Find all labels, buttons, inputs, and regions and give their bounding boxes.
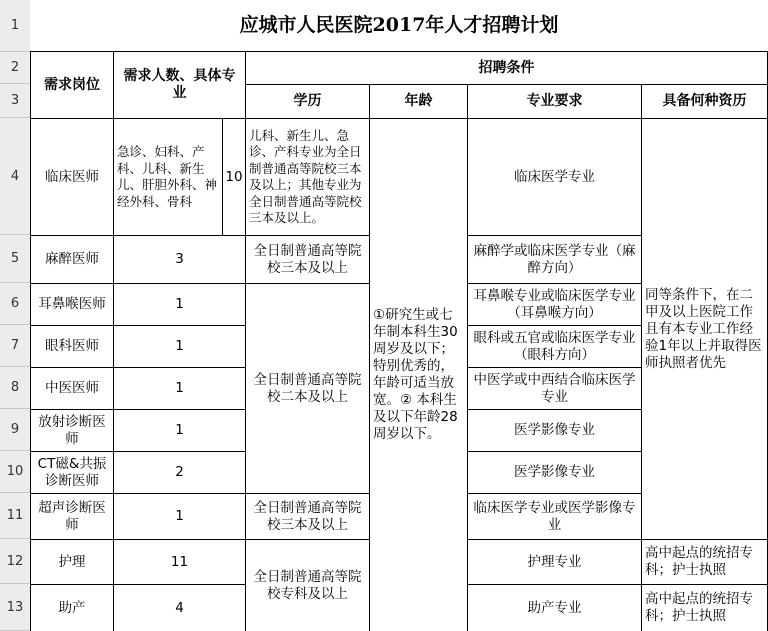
- count-cell[interactable]: 2: [113, 451, 246, 494]
- row-number[interactable]: 3: [0, 84, 30, 118]
- position-cell[interactable]: 中医医师: [30, 367, 114, 410]
- major-cell[interactable]: 医学影像专业: [467, 451, 642, 494]
- row-number[interactable]: 13: [0, 584, 30, 631]
- count-cell[interactable]: 1: [113, 367, 246, 410]
- position-cell[interactable]: 临床医师: [30, 118, 114, 236]
- major-cell[interactable]: 助产专业: [467, 584, 642, 631]
- header-position[interactable]: 需求岗位: [30, 51, 114, 119]
- count-cell[interactable]: 10: [222, 118, 246, 236]
- count-cell[interactable]: 3: [113, 235, 246, 284]
- position-cell[interactable]: 耳鼻喉医师: [30, 283, 114, 326]
- header-age[interactable]: 年龄: [369, 84, 468, 119]
- header-major[interactable]: 专业要求: [467, 84, 642, 119]
- education-cell[interactable]: 全日制普通高等院校专科及以上: [245, 539, 370, 631]
- education-cell[interactable]: 全日制普通高等院校三本及以上: [245, 235, 370, 284]
- position-cell[interactable]: 放射诊断医师: [30, 409, 114, 452]
- count-cell[interactable]: 11: [113, 539, 246, 585]
- education-cell[interactable]: 儿科、新生儿、急诊、产科专业为全日制普通高等院校三本及以上；其他专业为全日制普通高等院校三本及以上。: [245, 118, 370, 236]
- row-number[interactable]: 2: [0, 52, 30, 84]
- position-cell[interactable]: 助产: [30, 584, 114, 631]
- count-cell[interactable]: 1: [113, 283, 246, 326]
- count-cell[interactable]: 1: [113, 409, 246, 452]
- major-cell[interactable]: 眼科或五官或临床医学专业（眼科方向）: [467, 325, 642, 368]
- row-number[interactable]: 7: [0, 325, 30, 367]
- specialty-cell[interactable]: 急诊、妇科、产科、儿科、新生儿、肝胆外科、神经外科、骨科: [113, 118, 223, 236]
- major-cell[interactable]: 麻醉学或临床医学专业（麻醉方向）: [467, 235, 642, 284]
- row-number[interactable]: 1: [0, 0, 30, 52]
- age-requirement-cell[interactable]: ①研究生或七年制本科生30周岁及以下；特别优秀的，年龄可适当放宽。② 本科生及以下年龄28周岁以下。: [369, 118, 468, 631]
- major-cell[interactable]: 护理专业: [467, 539, 642, 585]
- major-cell[interactable]: 临床医学专业或医学影像专业: [467, 493, 642, 540]
- header-education[interactable]: 学历: [245, 84, 370, 119]
- major-cell[interactable]: 临床医学专业: [467, 118, 642, 236]
- qualification-cell[interactable]: 同等条件下，在二甲及以上医院工作且有本专业工作经验1年以上并取得医师执照者优先: [641, 118, 768, 540]
- education-cell[interactable]: 全日制普通高等院校三本及以上: [245, 493, 370, 540]
- qualification-cell[interactable]: 高中起点的统招专科；护士执照: [641, 584, 768, 631]
- count-cell[interactable]: 1: [113, 493, 246, 540]
- row-number[interactable]: 10: [0, 451, 30, 493]
- row-number[interactable]: 8: [0, 367, 30, 409]
- row-number[interactable]: 12: [0, 539, 30, 584]
- position-cell[interactable]: 麻醉医师: [30, 235, 114, 284]
- row-number[interactable]: 4: [0, 118, 30, 235]
- row-number[interactable]: 9: [0, 409, 30, 451]
- education-cell[interactable]: 全日制普通高等院校二本及以上: [245, 283, 370, 494]
- row-number[interactable]: 5: [0, 235, 30, 283]
- major-cell[interactable]: 耳鼻喉专业或临床医学专业（耳鼻喉方向）: [467, 283, 642, 326]
- header-qualification[interactable]: 具备何种资历: [641, 84, 768, 119]
- major-cell[interactable]: 医学影像专业: [467, 409, 642, 452]
- position-cell[interactable]: 护理: [30, 539, 114, 585]
- position-cell[interactable]: 眼科医师: [30, 325, 114, 368]
- position-cell[interactable]: CT磁&共振诊断医师: [30, 451, 114, 494]
- header-conditions[interactable]: 招聘条件: [245, 51, 768, 85]
- page-title[interactable]: 应城市人民医院2017年人才招聘计划: [30, 0, 768, 52]
- header-count[interactable]: 需求人数、具体专业: [113, 51, 246, 119]
- count-cell[interactable]: 4: [113, 584, 246, 631]
- count-cell[interactable]: 1: [113, 325, 246, 368]
- row-number[interactable]: 11: [0, 493, 30, 539]
- major-cell[interactable]: 中医学或中西结合临床医学专业: [467, 367, 642, 410]
- position-cell[interactable]: 超声诊断医师: [30, 493, 114, 540]
- row-number[interactable]: 6: [0, 283, 30, 325]
- qualification-cell[interactable]: 高中起点的统招专科；护士执照: [641, 539, 768, 585]
